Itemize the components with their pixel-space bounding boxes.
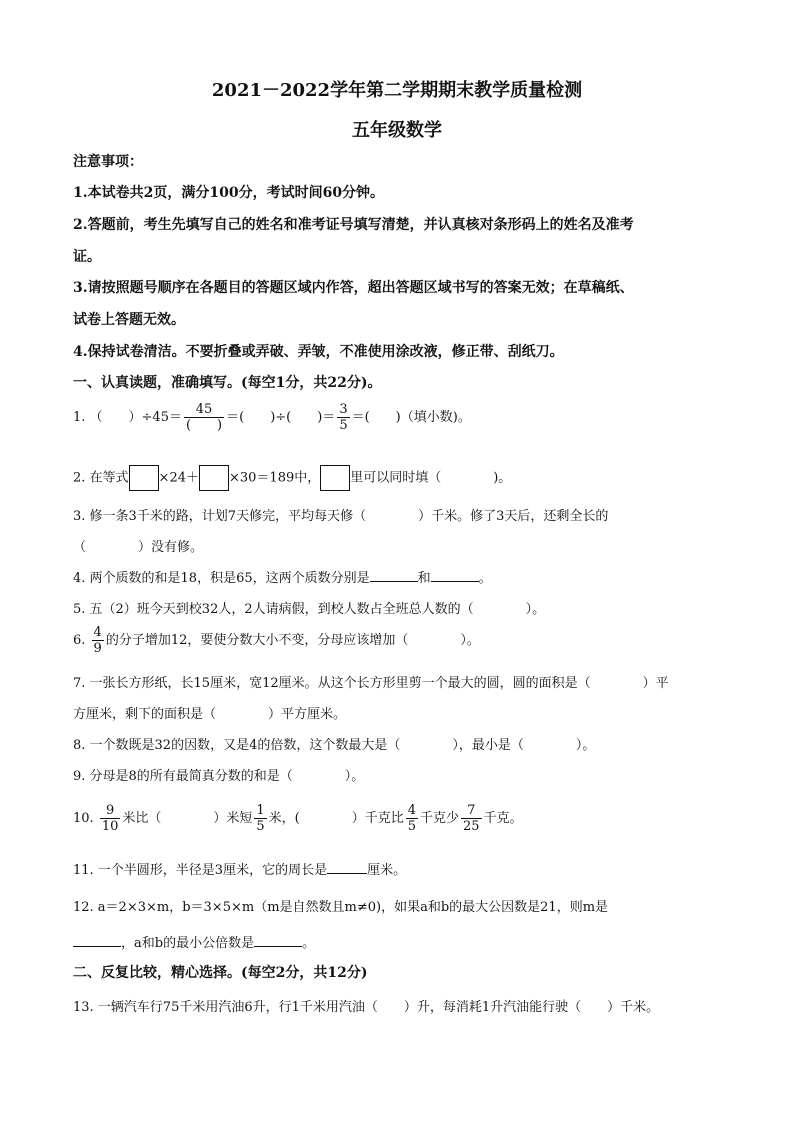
- q4-part-b: 和: [417, 571, 431, 586]
- q10-f2-den: 5: [256, 819, 265, 834]
- question-2: [73, 465, 511, 491]
- notes-heading: 注意事项：: [73, 154, 143, 170]
- q2-part-d: 里可以同时填（ )。: [350, 470, 512, 486]
- question-9: 9. 分母是8的所有最简真分数的和是（ ）。: [73, 769, 365, 784]
- q1-part-a: 1. （ ）÷45＝: [73, 410, 182, 425]
- question-11: [73, 859, 406, 878]
- q10-f3-num: 4: [407, 803, 417, 818]
- q1-f2-den: 5: [339, 418, 348, 433]
- exam-title: 2021－2022学年第二学期期末教学质量检测: [211, 80, 583, 101]
- exam-subtitle: 五年级数学: [352, 120, 442, 141]
- answer-blank[interactable]: [254, 934, 302, 947]
- q1-fraction-1: [184, 402, 224, 433]
- q10-f4-num: 7: [461, 803, 482, 819]
- q2-part-c: ×30＝189中，: [228, 470, 321, 486]
- q10-f2-num: 1: [256, 803, 265, 818]
- answer-blank[interactable]: [327, 861, 367, 874]
- q1-f1-num: 45: [184, 402, 224, 418]
- question-8: 8. 一个数既是32的因数，又是4的倍数，这个数最大是（ ），最小是（ ）。: [73, 738, 596, 753]
- answer-box-3[interactable]: [320, 465, 350, 491]
- q1-part-c: ＝( )（填小数)。: [351, 410, 471, 425]
- q6-part-b: 的分子增加12，要使分数大小不变，分母应该增加（ ）。: [105, 633, 480, 648]
- q6-fraction: [92, 625, 104, 656]
- question-7a: 7. 一张长方形纸，长15厘米，宽12厘米。从这个长方形里剪一个最大的圆，圆的面积是（ ）平: [73, 676, 669, 691]
- q6-part-a: 6.: [73, 633, 90, 648]
- q10-fraction-4: [461, 803, 482, 834]
- answer-blank[interactable]: [370, 569, 418, 582]
- question-13: 13. 一辆汽车行75千米用汽油6升，行1千米用汽油（ ）升，每消耗1升汽油能行驶（ ）千米。: [73, 1000, 660, 1015]
- q4-part-c: 。: [478, 571, 492, 586]
- q2-part-a: 2. 在等式: [73, 470, 129, 486]
- section1-heading: 一、认真读题，准确填写。(每空1分，共22分)。: [73, 375, 382, 391]
- note-3a: 3.请按照题号顺序在各题目的答题区域内作答，超出答题区域书写的答案无效；在草稿纸、: [73, 280, 634, 296]
- note-4: 4.保持试卷清洁。不要折叠或弄破、弄皱，不准使用涂改液，修正带、刮纸刀。: [73, 344, 564, 360]
- q11-part-a: 11. 一个半圆形，半径是3厘米，它的周长是: [73, 863, 328, 878]
- q2-part-b: ×24＋: [158, 470, 199, 486]
- q6-num: 4: [93, 625, 102, 640]
- q6-den: 9: [93, 641, 102, 656]
- q10-fraction-3: [406, 803, 418, 834]
- question-4: [73, 567, 492, 586]
- question-7b: 方厘米，剩下的面积是（ ）平方厘米。: [73, 707, 347, 722]
- question-10: [73, 803, 523, 834]
- note-2b: 证。: [73, 249, 101, 265]
- question-6: [73, 625, 480, 656]
- q4-part-a: 4. 两个质数的和是18，积是65，这两个质数分别是: [73, 571, 370, 586]
- q1-f2-num: 3: [339, 402, 348, 417]
- q10-part-d: 千克少: [420, 811, 460, 826]
- answer-blank[interactable]: [73, 934, 121, 947]
- question-1: [73, 402, 471, 433]
- q10-part-b: 米比（ ）米短: [122, 811, 253, 826]
- q1-part-b: ＝( )÷( )＝: [226, 410, 336, 425]
- note-2a: 2.答题前，考生先填写自己的姓名和准考证号填写清楚，并认真核对条形码上的姓名及准考: [73, 217, 634, 233]
- answer-box-2[interactable]: [199, 465, 229, 491]
- q10-fraction-1: [100, 803, 121, 834]
- q10-part-a: 10.: [73, 811, 98, 826]
- q10-f4-den: 25: [463, 819, 480, 834]
- q12-part-b: ，a和b的最小公倍数是: [121, 936, 255, 951]
- question-12b: [73, 932, 315, 951]
- section2-heading: 二、反复比较，精心选择。(每空2分，共12分): [73, 965, 368, 981]
- question-5: 5. 五（2）班今天到校32人，2人请病假，到校人数占全班总人数的（ ）。: [73, 602, 546, 617]
- q10-part-c: 米，( ）千克比: [268, 811, 404, 826]
- q12-part-c: 。: [302, 936, 316, 951]
- q10-f1-den: 10: [101, 819, 119, 834]
- note-1: 1.本试卷共2页，满分100分，考试时间60分钟。: [73, 185, 385, 201]
- q1-f1-den: ( ): [185, 418, 223, 433]
- q11-part-b: 厘米。: [367, 863, 407, 878]
- question-12a: 12. a＝2×3×m，b＝3×5×m（m是自然数且m≠0)，如果a和b的最大公因数是21，则m是: [73, 900, 609, 915]
- question-3b: （ ）没有修。: [73, 540, 204, 555]
- answer-box-1[interactable]: [129, 465, 159, 491]
- q10-f3-den: 5: [407, 819, 417, 834]
- q10-fraction-2: [254, 803, 266, 834]
- question-3a: 3. 修一条3千米的路，计划7天修完，平均每天修（ ）千米。修了3天后，还剩全长的: [73, 509, 609, 524]
- note-3b: 试卷上答题无效。: [73, 312, 185, 328]
- q10-part-e: 千克。: [483, 811, 523, 826]
- q10-f1-num: 9: [100, 803, 121, 819]
- q1-fraction-2: [337, 402, 349, 433]
- answer-blank[interactable]: [431, 569, 479, 582]
